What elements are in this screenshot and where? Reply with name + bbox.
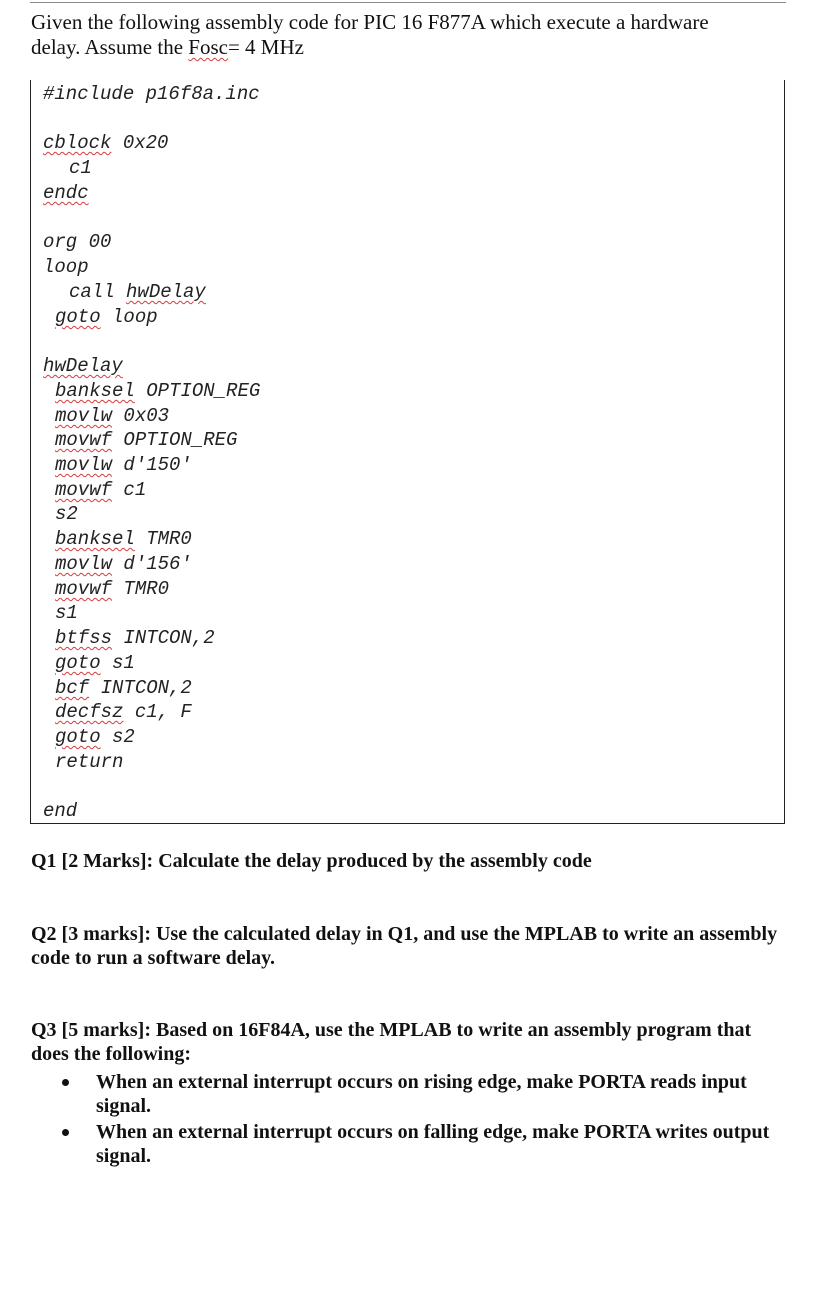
code-listing-box (30, 80, 785, 824)
code-line-movwf-option: movwf OPTION_REG (55, 429, 238, 451)
intro-line-2: delay. Assume the Fosc= 4 MHz (31, 35, 304, 59)
code-line-call: call hwDelay (69, 281, 206, 303)
code-line-include: #include p16f8a.inc (43, 83, 260, 105)
code-line-return: return (55, 751, 124, 773)
code-line-cblock: cblock 0x20 (43, 132, 169, 154)
code-line-goto-s1: goto s1 (55, 652, 135, 674)
code-line-endc: endc (43, 182, 89, 204)
code-line-decfsz: decfsz c1, F (55, 701, 192, 723)
code-line-btfss: btfss INTCON,2 (55, 627, 215, 649)
question-2: Q2 [3 marks]: Use the calculated delay in Q1, and use the MPLAB to write an assembly code to run a software delay. (31, 923, 778, 969)
bullet-dot-icon (62, 1079, 69, 1086)
intro-line-1: Given the following assembly code for PIC 16 F877A which execute a hardware (31, 10, 709, 34)
code-line-movwf-tmr0: movwf TMR0 (55, 578, 170, 600)
code-line-movlw-03: movlw 0x03 (55, 405, 170, 427)
fosc-term: Fosc (188, 35, 228, 59)
code-line-bcf: bcf INTCON,2 (55, 677, 192, 699)
bullet-dot-icon (62, 1129, 69, 1136)
code-line-s1-label: s1 (55, 602, 78, 624)
code-line-goto-loop: goto loop (55, 306, 158, 328)
code-line-c1: c1 (69, 157, 92, 179)
code-line-movlw-156: movlw d'156' (55, 553, 192, 575)
code-line-end: end (43, 800, 78, 822)
code-line-s2-label: s2 (55, 503, 78, 525)
top-divider (30, 2, 786, 3)
code-line-banksel-tmr0: banksel TMR0 (55, 528, 192, 550)
question-3: Q3 [5 marks]: Based on 16F84A, use the MPLAB to write an assembly program that does the following: (31, 1019, 752, 1065)
code-line-loop-label: loop (43, 256, 89, 278)
code-line-goto-s2: goto s2 (55, 726, 135, 748)
question-1: Q1 [2 Marks]: Calculate the delay produced by the assembly code (31, 850, 592, 872)
code-line-org: org 00 (43, 231, 112, 253)
code-line-hwdelay-label: hwDelay (43, 355, 123, 377)
bullet-item: When an external interrupt occurs on rising edge, make PORTA reads input signal. (60, 1070, 780, 1118)
bullet-item: When an external interrupt occurs on falling edge, make PORTA writes output signal. (60, 1120, 780, 1168)
intro-paragraph (31, 10, 781, 60)
code-line-movlw-150: movlw d'150' (55, 454, 192, 476)
question-3-bullet-list (60, 1070, 780, 1170)
code-line-movwf-c1: movwf c1 (55, 479, 147, 501)
code-line-banksel-option: banksel OPTION_REG (55, 380, 261, 402)
